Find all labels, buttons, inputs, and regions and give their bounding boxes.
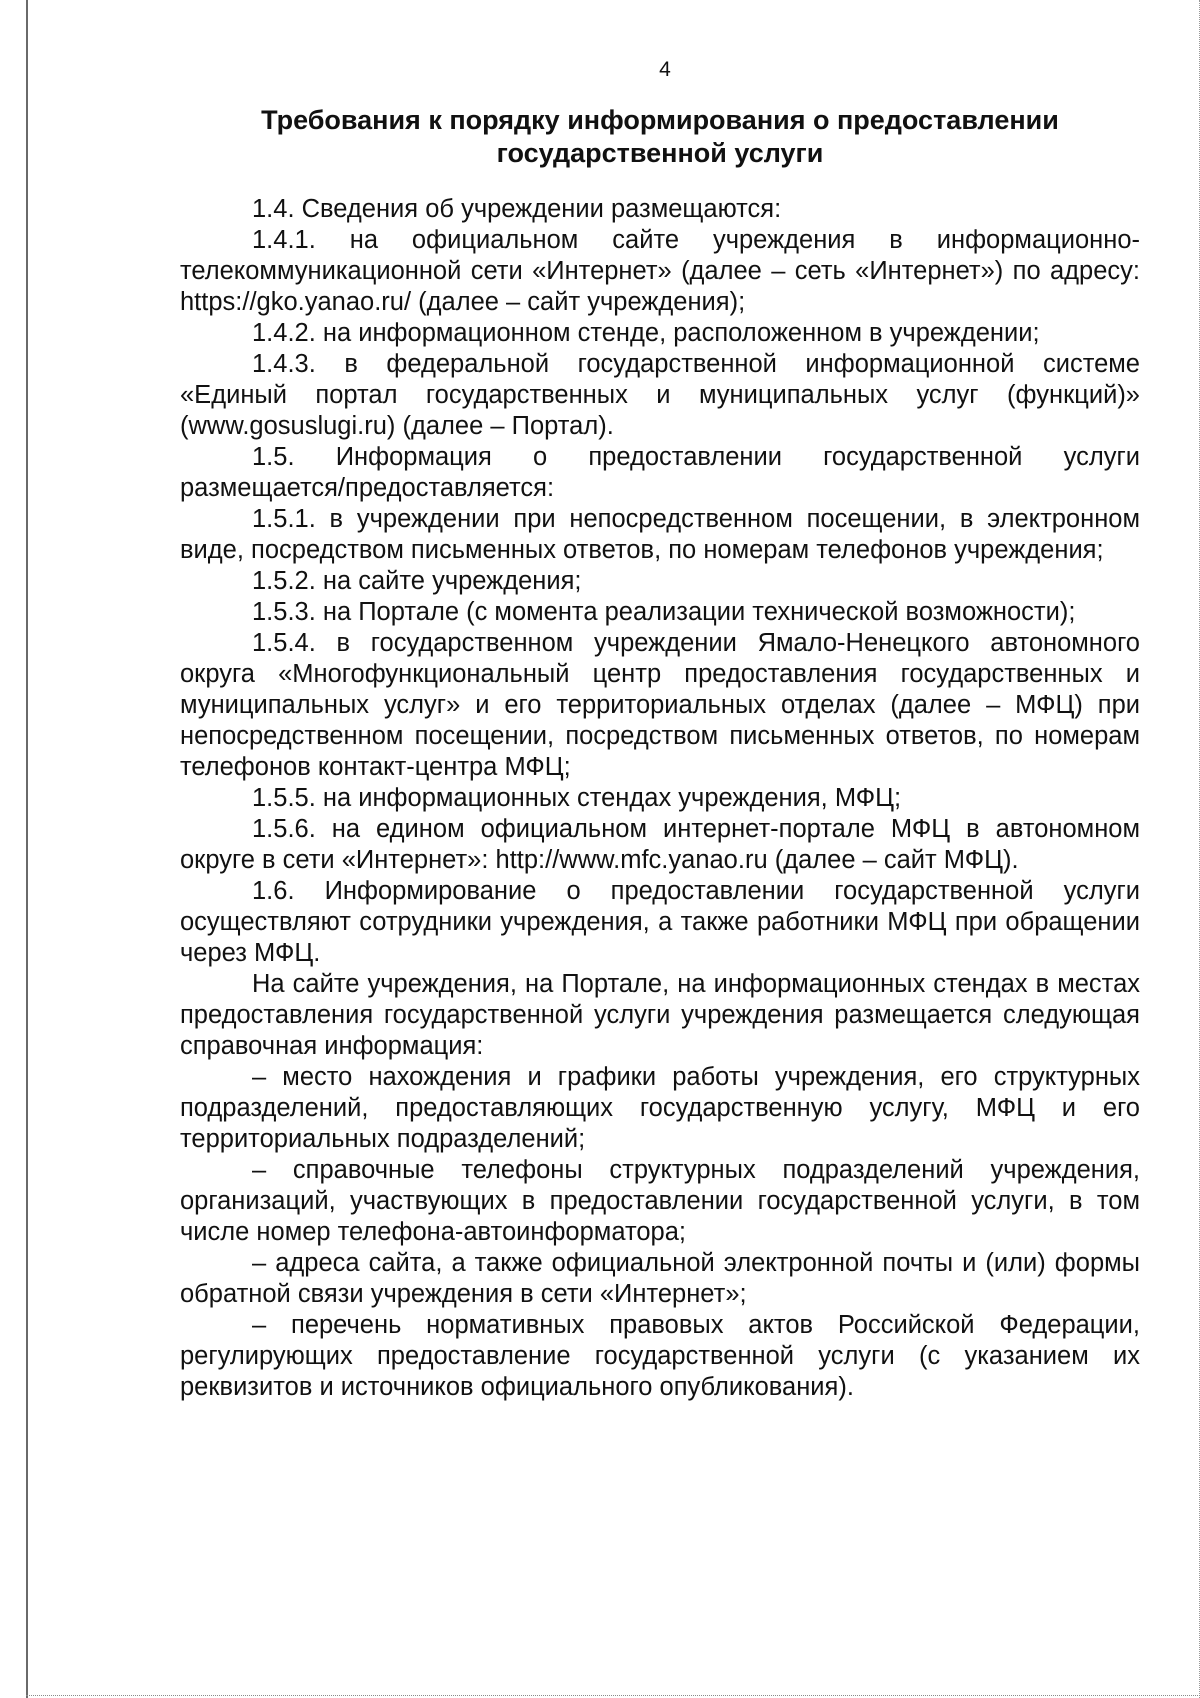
paragraph-1-5-3: 1.5.3. на Портале (с момента реализации технической возможности);: [252, 598, 1076, 626]
scan-bottom-edge: [26, 1695, 1200, 1696]
paragraph-1-5-5: 1.5.5. на информационных стендах учреждения, МФЦ;: [252, 784, 902, 812]
section-heading-line-1: Требования к порядку информирования о предоставлении: [261, 105, 1059, 135]
list-item-legal-acts: – перечень нормативных правовых актов Российской Федерации, регулирующих предоставление государственной услуги (с указанием их реквизитов и источников официального опубликования).: [180, 1311, 1140, 1401]
list-item-location-schedule: – место нахождения и графики работы учреждения, его структурных подразделений, предоставляющих государственную услугу, МФЦ и его территориальных подразделений;: [180, 1063, 1140, 1153]
scan-left-edge: [26, 0, 28, 1698]
page-number: 4: [659, 58, 671, 81]
document-body: [180, 194, 1140, 1403]
document-page: [180, 58, 1140, 1403]
paragraph-1-5-4: 1.5.4. в государственном учреждении Ямало-Ненецкого автономного округа «Многофункциональный центр предоставления государственных и муниципальных услуг» и его территориальных отделах (далее – МФЦ) при непосредственном посещении, посредством письменных ответов, по номерам телефонов контакт-центра МФЦ;: [180, 629, 1140, 781]
paragraph-1-5: 1.5. Информация о предоставлении государственной услуги размещается/предоставляется:: [180, 443, 1140, 502]
paragraph-1-4-2: 1.4.2. на информационном стенде, расположенном в учреждении;: [252, 319, 1040, 347]
paragraph-1-4-1: 1.4.1. на официальном сайте учреждения в информационно-телекоммуникационной сети «Интернет» (далее – сеть «Интернет») по адресу: https://gko.yanao.ru/ (далее – сайт учреждения);: [180, 226, 1140, 316]
list-item-website-email: – адреса сайта, а также официальной электронной почты и (или) формы обратной связи учреждения в сети «Интернет»;: [180, 1249, 1140, 1308]
paragraph-1-6: 1.6. Информирование о предоставлении государственной услуги осуществляют сотрудники учреждения, а также работники МФЦ при обращении через МФЦ.: [180, 877, 1140, 967]
section-heading-line-2: государственной услуги: [496, 138, 824, 168]
paragraph-reference-info-intro: На сайте учреждения, на Портале, на информационных стендах в местах предоставления государственной услуги учреждения размещается следующая справочная информация:: [180, 970, 1140, 1060]
list-item-reference-phones: – справочные телефоны структурных подразделений учреждения, организаций, участвующих в предоставлении государственной услуги, в том числе номер телефона-автоинформатора;: [180, 1156, 1140, 1246]
paragraph-1-5-6: 1.5.6. на едином официальном интернет-портале МФЦ в автономном округе в сети «Интернет»: http://www.mfc.yanao.ru (далее – сайт МФЦ).: [180, 815, 1140, 874]
paragraph-1-5-2: 1.5.2. на сайте учреждения;: [252, 567, 582, 595]
paragraph-1-4: 1.4. Сведения об учреждении размещаются:: [252, 195, 782, 223]
paragraph-1-4-3: 1.4.3. в федеральной государственной информационной системе «Единый портал государственных и муниципальных услуг (функций)» (www.gosuslugi.ru) (далее – Портал).: [180, 350, 1140, 440]
section-heading: [180, 104, 1140, 170]
paragraph-1-5-1: 1.5.1. в учреждении при непосредственном посещении, в электронном виде, посредством письменных ответов, по номерам телефонов учреждения;: [180, 505, 1140, 564]
